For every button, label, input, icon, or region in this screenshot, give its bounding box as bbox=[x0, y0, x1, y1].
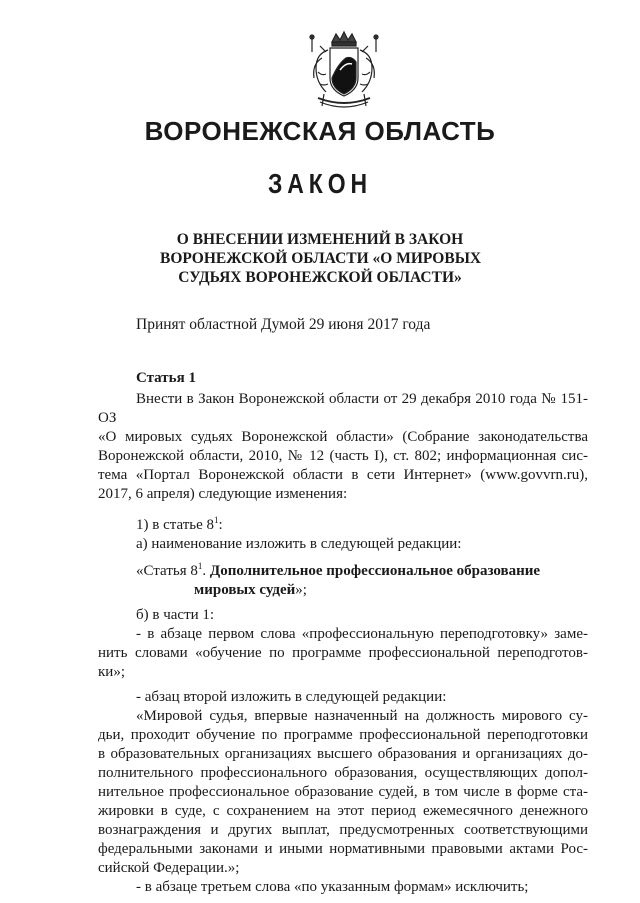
paragraph-third-abzac: - в абзаце третьем слова «по указанным формам» исключить; bbox=[136, 879, 529, 895]
law-title bbox=[160, 230, 480, 287]
text-line: нительное профессиональное образование судей, в том числе в форме ста- bbox=[98, 784, 588, 800]
text-line: жировки в суде, с сохранением на этот период ежемесячного денежного bbox=[98, 803, 588, 819]
text-line: мировых судей»; bbox=[194, 582, 307, 598]
text-line: 2017, 6 апреля) следующие изменения: bbox=[98, 486, 348, 502]
text-line: «Мировой судья, впервые назначенный на должность мирового су- bbox=[136, 708, 588, 724]
text-line: дьи, проходит обучение по программе профессиональной переподготовки bbox=[98, 727, 588, 743]
item-1b: б) в части 1: bbox=[136, 607, 215, 623]
quoted-new-text bbox=[98, 707, 588, 878]
adoption-note: Принят областной Думой 29 июня 2017 года bbox=[136, 316, 431, 333]
text-line: Воронежской области, 2010, № 12 (часть I), ст. 802; информационная сис- bbox=[98, 448, 588, 464]
text-line: вознаграждения и других выплат, предусмотренных соответствующими bbox=[98, 822, 588, 838]
text-line: тема «Портал Воронежской области в сети Интернет» (www.govvrn.ru), bbox=[98, 467, 588, 483]
text-line: «О мировых судьях Воронежской области» (Собрание законодательства bbox=[98, 429, 588, 445]
intro-paragraph bbox=[98, 390, 588, 504]
region-title: ВОРОНЕЖСКАЯ ОБЛАСТЬ bbox=[144, 116, 496, 146]
text-line: федеральными законами и иными нормативными правовыми актами Рос- bbox=[98, 841, 588, 857]
article-body bbox=[98, 390, 588, 897]
paragraph-second-abzac: - абзац второй изложить в следующей редакции: bbox=[136, 689, 447, 705]
text-line: в образовательных организациях высшего образования и организациях до- bbox=[98, 746, 588, 762]
item-1a: а) наименование изложить в следующей редакции: bbox=[136, 536, 462, 552]
coat-of-arms-emblem bbox=[302, 28, 386, 114]
text-line: сийской Федерации.»; bbox=[98, 860, 240, 876]
law-title-line: ВОРОНЕЖСКОЙ ОБЛАСТИ «О МИРОВЫХ bbox=[160, 250, 482, 267]
paragraph-first-abzac bbox=[98, 625, 588, 682]
new-article-name bbox=[98, 562, 588, 600]
text-line: нить словами «обучение по программе профессиональной переподготов- bbox=[98, 645, 588, 661]
law-title-line: О ВНЕСЕНИИ ИЗМЕНЕНИЙ В ЗАКОН bbox=[176, 231, 464, 248]
text-line: - в абзаце первом слова «профессиональную переподготовку» заме- bbox=[136, 626, 588, 642]
document-type: ЗАКОН bbox=[267, 168, 373, 199]
text-line: полнительного профессионального образования, осуществляющих допол- bbox=[98, 765, 588, 781]
article-heading: Статья 1 bbox=[136, 370, 196, 386]
text-line: ки»; bbox=[98, 664, 125, 680]
law-title-line: СУДЬЯХ ВОРОНЕЖСКОЙ ОБЛАСТИ» bbox=[178, 269, 462, 286]
text-line: «Статья $8^1$. Дополнительное профессиональное образование bbox=[136, 561, 541, 579]
item-1: 1) в статье $8^1$: bbox=[136, 515, 223, 533]
text-line: Внести в Закон Воронежской области от 29 декабря 2010 года № 151-ОЗ bbox=[98, 391, 588, 426]
